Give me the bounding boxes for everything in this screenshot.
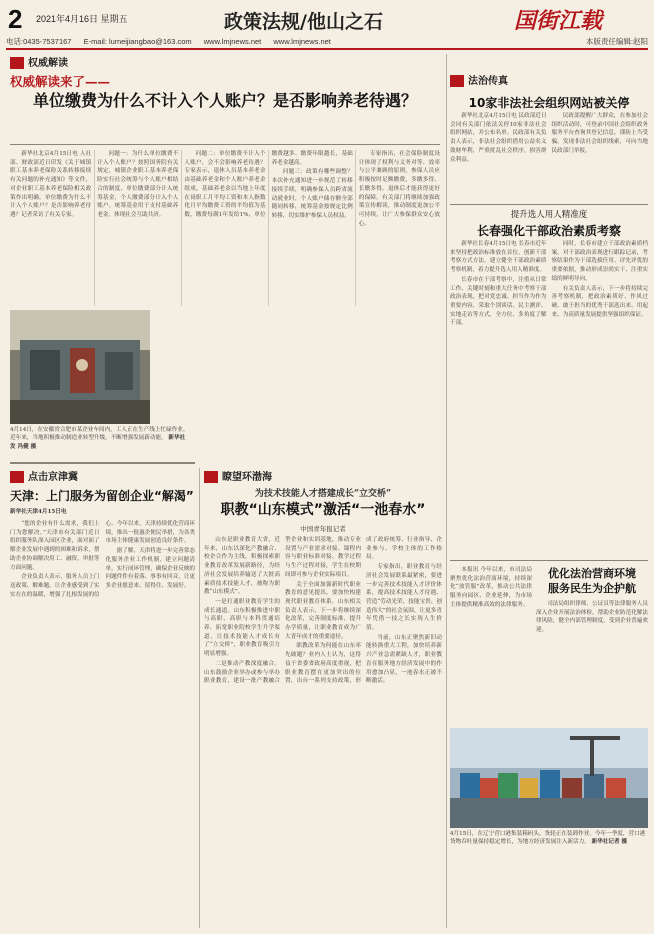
paragraph: 同时，长春市建立干部政治素质档案，对干部政治表现进行跟踪记录，考察结果作为干部选拔任用、评先评优的重要依据，推动形成崇尚实干、注重实绩的鲜明导向。: [551, 241, 648, 282]
left-kicker: 权威解读来了——: [10, 74, 111, 89]
paragraph: 当前，山东正聚焦新旧动能转换重大工程，加快培养新兴产业急需紧缺人才，职业教育在服务地方经济发展中的作用愈加凸显，一池春水正被不断激活。: [366, 634, 442, 685]
divider: [199, 468, 200, 928]
masthead-rule: [6, 48, 648, 50]
paragraph: 民政部提醒广大群众，在参加社会组织活动时，可登录中国社会组织政务服务平台查询其登记信息，谨防上当受骗。发现非法社会组织线索，可向当地民政部门举报。: [551, 113, 648, 154]
tianjin-article-body: [10, 520, 195, 928]
tianjin-byline: 新华社天津4月15日电: [10, 509, 67, 515]
left-headline: 单位缴费为什么不计入个人账户？是否影响养老待遇？: [32, 91, 417, 110]
right-headline-1: 10家非法社会组织网站被关停: [468, 96, 630, 110]
newspaper-logo: 国街江载: [514, 8, 603, 34]
divider: [450, 204, 648, 205]
paragraph: 新华社北京4月15日电 民政部近日会同有关部门依法关停10家非法社会组织网站，并公布名单。民政部有关负责人表示，非法社会组织借用公益名义敛财牟利，严重扰乱社会秩序，损害群众利益。: [450, 113, 547, 163]
right-headline-2-kicker: 提升选人用人精准度: [510, 210, 588, 220]
section-label-jjj: 点击京津冀: [10, 468, 78, 483]
divider: [446, 54, 447, 928]
center-article-body: [204, 536, 442, 928]
section-tag-icon: [10, 57, 24, 69]
paragraph: 企业负责人表示，服务人员上门送政策、解难题，让企业感受到了实实在在的温暖，增强了扎根发展的信心。今年以来，天津持续优化营商环境，推出一批惠企便民举措，为各类市场主体健康发展创造良好条件。: [10, 521, 195, 598]
left-article-body: [10, 150, 440, 306]
paragraph: 山东是职业教育大省，近年来，山东以深化产教融合、校企合作为主线，积极探索职业教育改革发展新路径，为经济社会发展培养输送了大批高素质技术技能人才，被称为职教“山东模式”。: [204, 537, 280, 596]
paragraph: 长春市在干部考察中，注重从日常工作、关键时刻和重大任务中考察干部政治表现，把对党忠诚、担当作为作为重要内容，采取个别谈话、民主测评、实地走访等方式，全方位、多角度了解干部。: [450, 276, 547, 327]
right-article-3-body: [450, 566, 532, 724]
center-headline: 职教“山东模式”激活“一池春水”: [220, 502, 426, 518]
paragraph: 二是推动产教深度融合。山东鼓励企业举办或参与举办职业教育，建设一批产教融合型企业和实训基地，推动专业设置与产业需求对接、课程内容与职业标准对接、教学过程与生产过程对接，学生在校期间即可参与企业实际项目。: [204, 537, 361, 685]
paragraph: 职教改革为何能在山东率先破题？业内人士认为，这得益于省委省政府高度重视，把职业教育摆在更加突出的位置，出台一系列支持政策，形成了政府统筹、行业指导、企业参与、学校主体的工作格局。: [285, 537, 442, 685]
paragraph: “您的企业有什么需求，我们上门为您解决。”天津市有关部门近日组织服务队深入园区企业，面对面了解企业发展中遇到的困难和诉求，帮助企业协调解决用工、融资、审批等方面问题。: [10, 521, 100, 571]
divider: [450, 560, 648, 561]
paragraph: 专家指出，社会保险制度设计体现了权利与义务对等、效率与公平兼顾的原则，参保人员应积极按时足额缴费，多缴多得、长缴多得，退休后才能获得更好的保障。有关部门将继续加强政策宣传解读，推动制度更加公平可持续，让广大参保群众安心放心。: [358, 151, 440, 227]
section-tag-icon: [204, 471, 218, 483]
page-number: 2: [8, 4, 23, 34]
paragraph: 新华社长春4月15日电 长春市近年来坚持把政治标准放在首位，创新干部考察方式方法，建立健全干部政治素质考察机制，着力提升选人用人精准度。: [450, 241, 547, 274]
section-label-bohai: 瞭望环渤海: [204, 468, 272, 483]
site-text: www.lmjnews.net: [203, 37, 262, 46]
section-tag-icon: [10, 471, 24, 483]
section-label-left: 权威解读: [10, 54, 68, 69]
paragraph: 问题三：政策有哪些调整？本次补充通知进一步规范了转移接续手续，明确参保人员跨省流动就业时，个人账户储存额全部随同转移，统筹基金按规定比例转移，切实维护参保人员权益。: [271, 169, 353, 219]
editor-text: 本版责任编辑:赵阳: [585, 37, 648, 46]
photo2-caption: 4月15日，在辽宁营口港集装箱码头，货轮正在装卸作业。今年一季度，营口港货物吞吐量保持稳定增长，为地方经济发展注入新活力。 新华社记者 摄: [450, 831, 646, 846]
paragraph: 关于全面加强新时代职业教育的意见提出，要加快构建现代职业教育体系。山东相关负责人表示，下一步将继续深化改革，完善制度标准，提升办学质量，让职业教育成为广大青年成才的重要途径。: [285, 581, 361, 640]
email-text: E-mail: lumeijiangbao@163.com: [83, 37, 192, 46]
paragraph: 有关负责人表示，下一步将持续完善考察机制，把政治素质好、作风过硬、敢于担当的优秀干部选出来、用起来，为高质量发展提供坚强组织保证。: [551, 285, 648, 318]
center-byline: 中国青年报记者: [300, 525, 346, 533]
site-text-2: www.lmjnews.net: [273, 37, 331, 46]
right-article-3-body-cont: [536, 600, 648, 724]
divider: [10, 462, 195, 464]
section-tag-icon: [450, 75, 464, 87]
right-article-2-body: [450, 240, 648, 556]
issue-date: 2021年4月16日 星期五: [36, 14, 128, 24]
center-subtitle: 为技术技能人才搭建成长“立交桥”: [254, 489, 392, 499]
factory-photo: [10, 310, 150, 424]
masthead: [6, 4, 648, 34]
right-headline-2: 长春强化干部政治素质考察: [476, 224, 621, 238]
section-title: 政策法规/他山之石: [224, 11, 383, 33]
contact-bar: [6, 36, 648, 48]
right-headline-3: 优化法治营商环境 服务民生为企护航: [548, 567, 636, 595]
paragraph: 新华社北京4月15日电 人社部、财政部近日印发《关于城镇职工基本养老保险关系转移接续有关问题的补充通知》等文件，对企业职工基本养老保险相关政策作出明确。单位缴费为什么不计入个人账户？是否影响养老待遇？记者采访了有关专家。: [10, 151, 92, 218]
section-label-law: 法治传真: [450, 72, 508, 87]
photo1-caption: 4月14日，在安徽省合肥市某企业车间内，工人正在生产线上忙碌作业。近年来，当地积极推动制造业转型升级，不断增强发展新动能。 新华社发 冯健 摄: [10, 427, 189, 450]
paragraph: 一是打通职业教育学生的成长通道。山东积极推进中职与高职、高职与本科贯通培养，拓宽职业院校学生升学渠道，让技术技能人才成长有了“立交桥”，职业教育吸引力明显增强。: [204, 598, 280, 658]
paragraph: 司法局组织律师、公证员等法律服务人员深入企业开展法治体检，帮助企业防范化解法律风险，健全内部管理制度，受到企业普遍欢迎。: [536, 601, 648, 634]
paragraph: 据了解，天津将进一步完善常态化服务企业工作机制，建立问题清单，实行闭环管理，确保企业反映的问题件件有着落、事事有回音，让更多企业愿意来、留得住、发展好。: [105, 548, 195, 589]
phone-text: 电话:0435-7537167: [6, 37, 72, 46]
paragraph: 本报讯 今年以来，市司法局聚焦优化法治营商环境，持续深化“放管服”改革，推动公共法律服务向园区、企业延伸，为市场主体提供精准高效的法律服务。: [450, 567, 532, 608]
divider: [10, 144, 440, 145]
port-photo: [450, 728, 648, 828]
paragraph: 问题二：单位缴费不计入个人账户，会不会影响养老待遇？专家表示，退休人员基本养老金由基础养老金和个人账户养老金组成，基础养老金以当地上年度在岗职工月平均工资和本人指数化月平均缴费工资的平均值为基数，缴费每满1年发给1%，单位缴费越多、缴费年限越长，基础养老金越高。: [184, 151, 353, 218]
tianjin-headline: 天津：上门服务为留创企业“解渴”: [10, 489, 194, 503]
paragraph: 问题一：为什么单位缴费不计入个人账户？按照国务院有关规定，城镇企业职工基本养老保险实行社会统筹与个人账户相结合的制度，单位缴费部分计入统筹基金，个人缴费部分计入个人账户。统筹基金用于支付基础养老金，体现社会互助共济。: [97, 151, 179, 218]
paragraph: 专家指出，职业教育与经济社会发展联系最紧密，要进一步完善技术技能人才评价体系，提高技术技能人才待遇，营造“劳动光荣、技能宝贵、创造伟大”的社会氛围，让更多青年凭借一技之长实现人生价值。: [366, 564, 442, 632]
right-article-1-body: [450, 112, 648, 200]
